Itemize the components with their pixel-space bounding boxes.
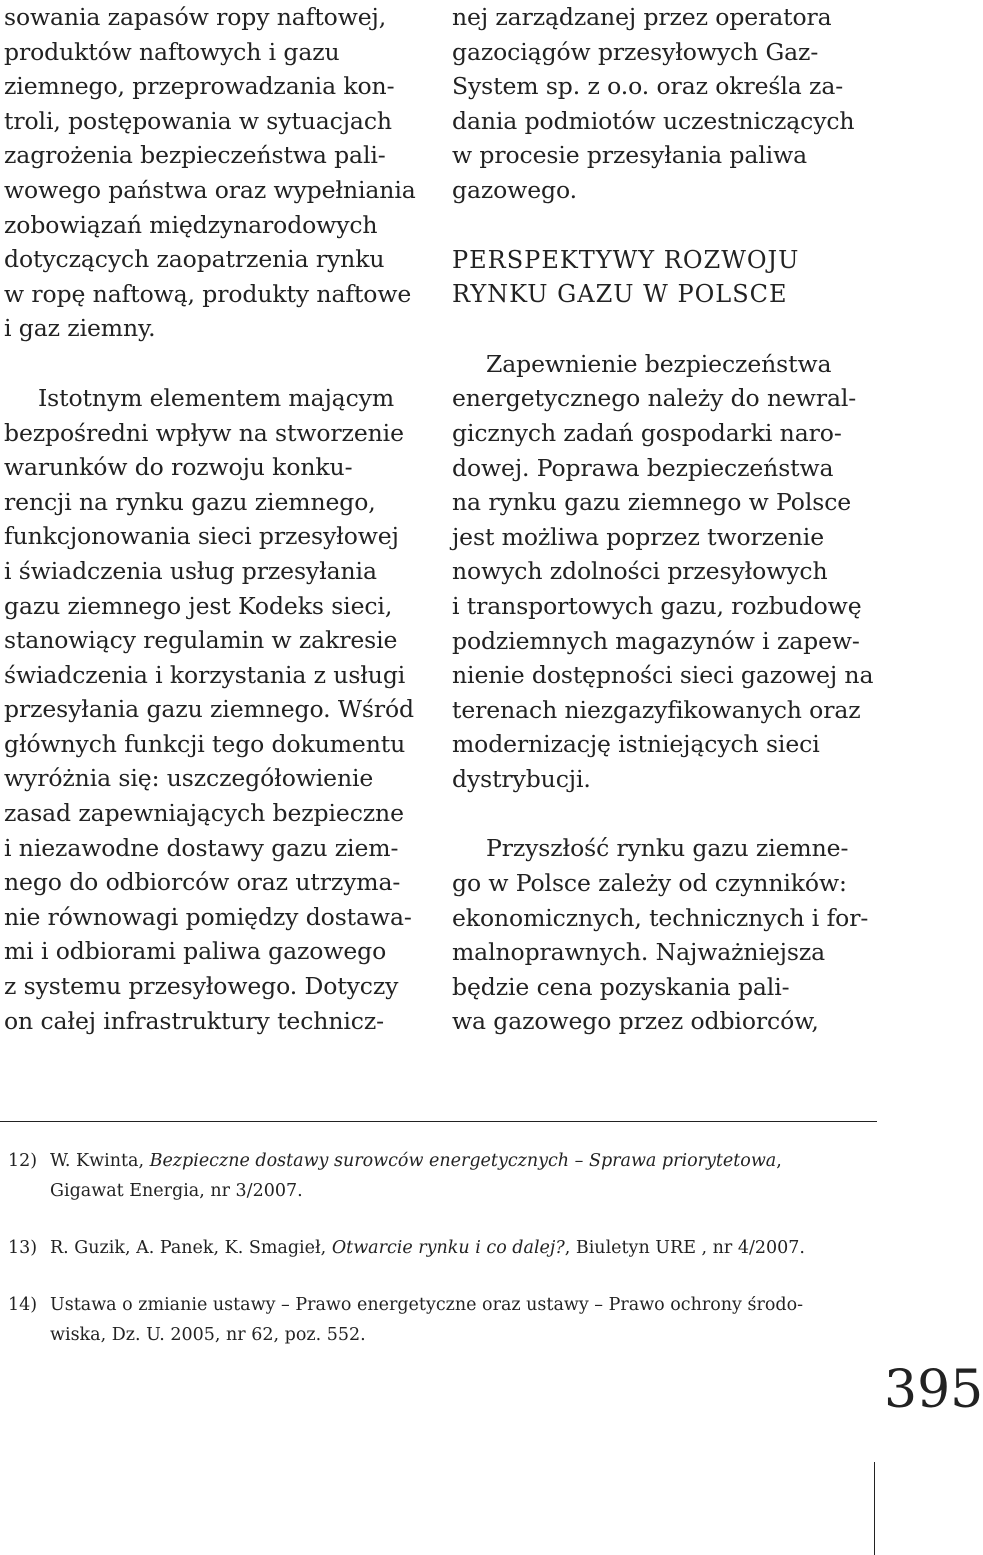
page-edge-rule (874, 1462, 875, 1555)
text-line: nienie dostępności sieci gazowej na (452, 661, 874, 690)
text-line: stanowiący regulamin w zakresie (4, 626, 398, 655)
text-line: nego do odbiorców oraz utrzyma- (4, 868, 401, 897)
footnote-number: 13) (8, 1238, 38, 1258)
text-line: nowych zdolności przesyłowych (452, 557, 828, 586)
text-line: i gaz ziemny. (4, 314, 156, 343)
right-paragraph-1 (452, 0, 872, 208)
text-line: gazociągów przesyłowych Gaz- (452, 37, 819, 66)
text-line: zagrożenia bezpieczeństwa pali- (4, 141, 386, 170)
text-line: warunków do rozwoju konku- (4, 453, 353, 482)
text-line: bezpośredni wpływ na stworzenie (4, 418, 404, 447)
footnote-author: R. Guzik, A. Panek, K. Smagieł, (50, 1238, 332, 1258)
text-line: funkcjonowania sieci przesyłowej (4, 522, 399, 551)
paragraph-gap (452, 208, 872, 243)
text-line: z systemu przesyłowego. Dotyczy (4, 972, 399, 1001)
text-line: energetycznego należy do newral- (452, 384, 857, 413)
text-line: i niezawodne dostawy gazu ziem- (4, 833, 399, 862)
footnote-number: 14) (8, 1295, 38, 1315)
text-line: wowego państwa oraz wypełniania (4, 175, 416, 204)
text-line: troli, postępowania w sytuacjach (4, 106, 392, 135)
heading-line: RYNKU GAZU W POLSCE (452, 280, 788, 309)
text-line: nej zarządzanej przez operatora (452, 3, 832, 31)
text-line: Przyszłość rynku gazu ziemne- (486, 834, 849, 863)
footnote-text: Ustawa o zmianie ustawy – Prawo energetyczne oraz ustawy – Prawo ochrony środo- (50, 1295, 804, 1315)
text-line: gazowego. (452, 175, 577, 204)
text-line: w ropę naftową, produkty naftowe (4, 279, 412, 308)
text-line: będzie cena pozyskania pali- (452, 972, 790, 1001)
text-line: dania podmiotów uczestniczących (452, 106, 855, 135)
text-line: jest możliwa poprzez tworzenie (452, 522, 825, 551)
text-line: dotyczących zaopatrzenia rynku (4, 245, 385, 274)
footnote-continuation: wiska, Dz. U. 2005, nr 62, poz. 552. (50, 1325, 366, 1345)
text-line: mi i odbiorami paliwa gazowego (4, 937, 387, 966)
text-line: modernizację istniejących sieci (452, 730, 820, 759)
right-paragraph-3 (452, 831, 872, 1039)
text-line: nie równowagi pomiędzy dostawa- (4, 902, 412, 931)
footnote-divider (0, 1121, 877, 1122)
text-line: i świadczenia usług przesyłania (4, 556, 377, 585)
text-line: zobowiązań międzynarodowych (4, 210, 378, 239)
text-line: przesyłania gazu ziemnego. Wśród (4, 695, 414, 724)
footnote-title: Bezpieczne dostawy surowców energetycznych – Sprawa priorytetowa (149, 1151, 777, 1171)
text-line: w procesie przesyłania paliwa (452, 141, 808, 170)
right-column (452, 0, 872, 1039)
text-line: Zapewnienie bezpieczeństwa (486, 349, 832, 378)
text-line: ekonomicznych, technicznych i for- (452, 903, 869, 932)
footnote-13 (8, 1233, 888, 1263)
footnote-title: Otwarcie rynku i co dalej? (331, 1238, 565, 1258)
paragraph-gap (4, 346, 424, 381)
text-line: on całej infrastruktury technicz- (4, 1006, 384, 1035)
text-line: i transportowych gazu, rozbudowę (452, 591, 862, 620)
left-column (4, 0, 424, 1038)
text-line: na rynku gazu ziemnego w Polsce (452, 488, 852, 517)
text-line: wyróżnia się: uszczegółowienie (4, 764, 374, 793)
text-line: go w Polsce zależy od czynników: (452, 869, 847, 898)
text-line: dowej. Poprawa bezpieczeństwa (452, 453, 834, 482)
text-line: głównych funkcji tego dokumentu (4, 729, 406, 758)
text-line: malnoprawnych. Najważniejsza (452, 938, 826, 967)
text-line: wa gazowego przez odbiorców, (452, 1007, 819, 1036)
footnote-14 (8, 1290, 888, 1350)
text-line: gazu ziemnego jest Kodeks sieci, (4, 591, 393, 620)
text-line: Istotnym elementem mającym (38, 383, 395, 412)
left-paragraph-1 (4, 0, 424, 346)
text-line: System sp. z o.o. oraz określa za- (452, 72, 844, 101)
section-heading (452, 243, 872, 312)
left-paragraph-2 (4, 381, 424, 1038)
text-line: terenach niezgazyfikowanych oraz (452, 695, 861, 724)
text-line: sowania zapasów ropy naftowej, (4, 3, 387, 31)
text-line: podziemnych magazynów i zapew- (452, 626, 860, 655)
footnote-12 (8, 1146, 888, 1206)
text-line: rencji na rynku gazu ziemnego, (4, 487, 376, 516)
footnote-number: 12) (8, 1151, 38, 1171)
text-line: zasad zapewniających bezpieczne (4, 799, 404, 828)
page-number: 395 (884, 1360, 983, 1420)
text-line: gicznych zadań gospodarki naro- (452, 418, 842, 447)
text-line: produktów naftowych i gazu (4, 37, 340, 66)
footnote-author: W. Kwinta, (50, 1151, 150, 1171)
footnote-tail: , (776, 1151, 782, 1171)
right-paragraph-2 (452, 347, 872, 797)
heading-line: PERSPEKTYWY ROZWOJU (452, 245, 800, 274)
text-line: ziemnego, przeprowadzania kon- (4, 72, 395, 101)
text-line: świadczenia i korzystania z usługi (4, 660, 406, 689)
paragraph-gap (452, 796, 872, 831)
footnote-tail: , Biuletyn URE , nr 4/2007. (564, 1238, 805, 1258)
footnote-continuation: Gigawat Energia, nr 3/2007. (50, 1181, 303, 1201)
text-line: dystrybucji. (452, 764, 591, 793)
paragraph-gap (452, 312, 872, 347)
